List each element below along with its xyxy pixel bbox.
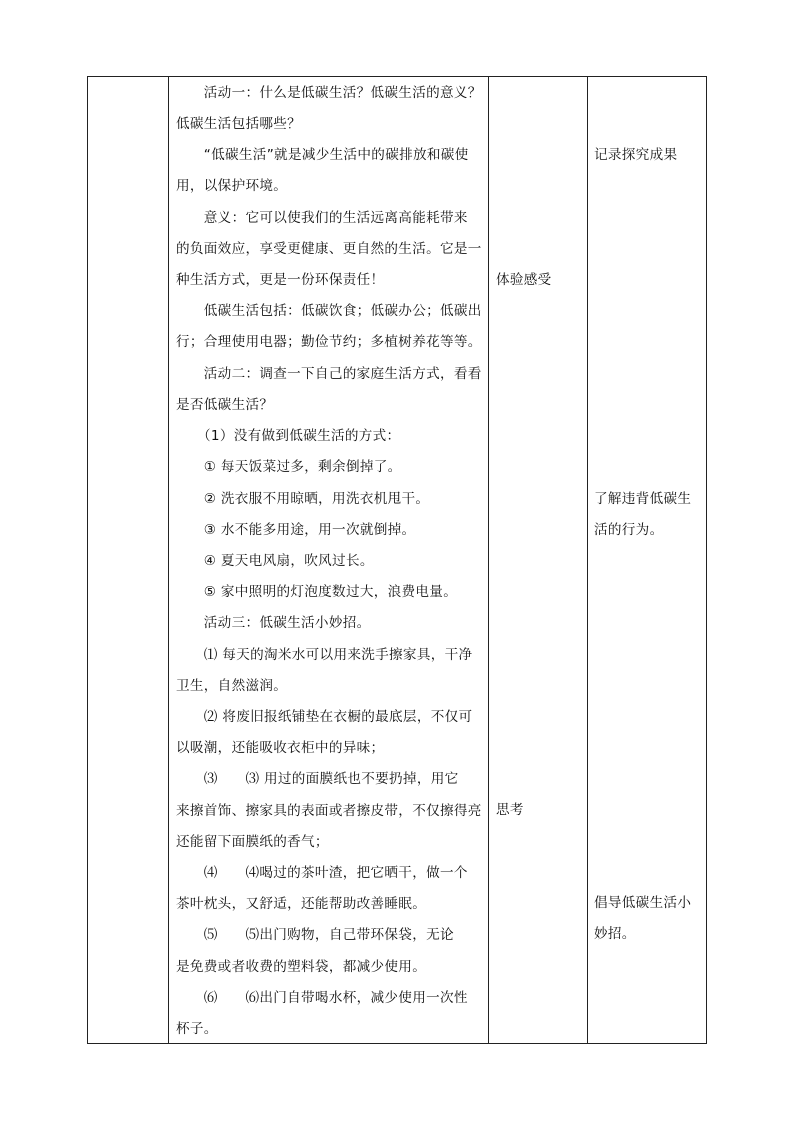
content-line: 以吸潮，还能吸收衣柜中的异味； — [176, 740, 385, 756]
content-line: “低碳生活”就是减少生活中的碳排放和碳使 — [176, 147, 469, 163]
table-divider — [587, 77, 588, 1043]
intent-record: 记录探究成果 — [594, 147, 678, 163]
content-line: 种生活方式，更是一份环保责任！ — [176, 272, 385, 288]
content-line: 的负面效应，享受更健康、更自然的生活。它是一 — [176, 241, 482, 257]
content-line: ④ 夏天电风扇，吹风过长。 — [176, 553, 374, 569]
content-line: （1）没有做到低碳生活的方式： — [176, 428, 401, 444]
table-divider — [488, 77, 489, 1043]
content-line: ⑵ 将废旧报纸铺垫在衣橱的最底层，不仅可 — [176, 709, 473, 725]
student-activity-think: 思考 — [496, 802, 524, 818]
content-line: ⑴ 每天的淘米水可以用来洗手擦家具，干净 — [176, 647, 473, 663]
lesson-table — [87, 76, 707, 1044]
content-line: ⑶ ⑶ 用过的面膜纸也不要扔掉，用它 — [176, 771, 459, 787]
content-line: ① 每天饭菜过多，剩余倒掉了。 — [176, 459, 402, 475]
content-line: 活动三：低碳生活小妙招。 — [176, 615, 371, 631]
content-line: 杯子。 — [176, 1021, 218, 1037]
intent-understand-cont: 活的行为。 — [594, 522, 664, 538]
content-line: 茶叶枕头，又舒适，还能帮助改善睡眠。 — [176, 896, 427, 912]
content-line: ⑹ ⑹出门自带喝水杯，减少使用一次性 — [176, 990, 468, 1006]
content-line: 意义：它可以使我们的生活远离高能耗带来 — [176, 210, 468, 226]
content-line: 来擦首饰、擦家具的表面或者擦皮带，不仅擦得亮 — [176, 803, 482, 819]
content-line: 用，以保护环境。 — [176, 178, 288, 194]
content-line: 低碳生活包括：低碳饮食；低碳办公；低碳出 — [176, 303, 482, 319]
content-line: ⑤ 家中照明的灯泡度数过大，浪费电量。 — [176, 584, 458, 600]
content-line: ⑷ ⑷喝过的茶叶渣，把它晒干，做一个 — [176, 865, 468, 881]
content-line: ③ 水不能多用途，用一次就倒掉。 — [176, 522, 416, 538]
student-activity-experience: 体验感受 — [496, 272, 552, 288]
content-line: ⑸ ⑸出门购物，自己带环保袋，无论 — [176, 927, 454, 943]
content-line: 活动一：什么是低碳生活？低碳生活的意义？ — [176, 85, 482, 101]
intent-advocate-cont: 妙招。 — [594, 926, 636, 942]
content-line: 是免费或者收费的塑料袋，都减少使用。 — [176, 959, 427, 975]
content-line: 行；合理使用电器；勤俭节约；多植树养花等等。 — [176, 334, 482, 350]
intent-understand: 了解违背低碳生 — [594, 491, 692, 507]
content-line: 是否低碳生活？ — [176, 397, 274, 413]
content-line: ② 洗衣服不用晾晒，用洗衣机甩干。 — [176, 491, 430, 507]
intent-advocate: 倡导低碳生活小 — [594, 895, 692, 911]
content-line: 低碳生活包括哪些？ — [176, 116, 302, 132]
content-line: 卫生，自然滋润。 — [176, 678, 288, 694]
content-line: 还能留下面膜纸的香气； — [176, 834, 329, 850]
content-line: 活动二：调查一下自己的家庭生活方式，看看 — [176, 366, 482, 382]
table-divider — [168, 77, 169, 1043]
